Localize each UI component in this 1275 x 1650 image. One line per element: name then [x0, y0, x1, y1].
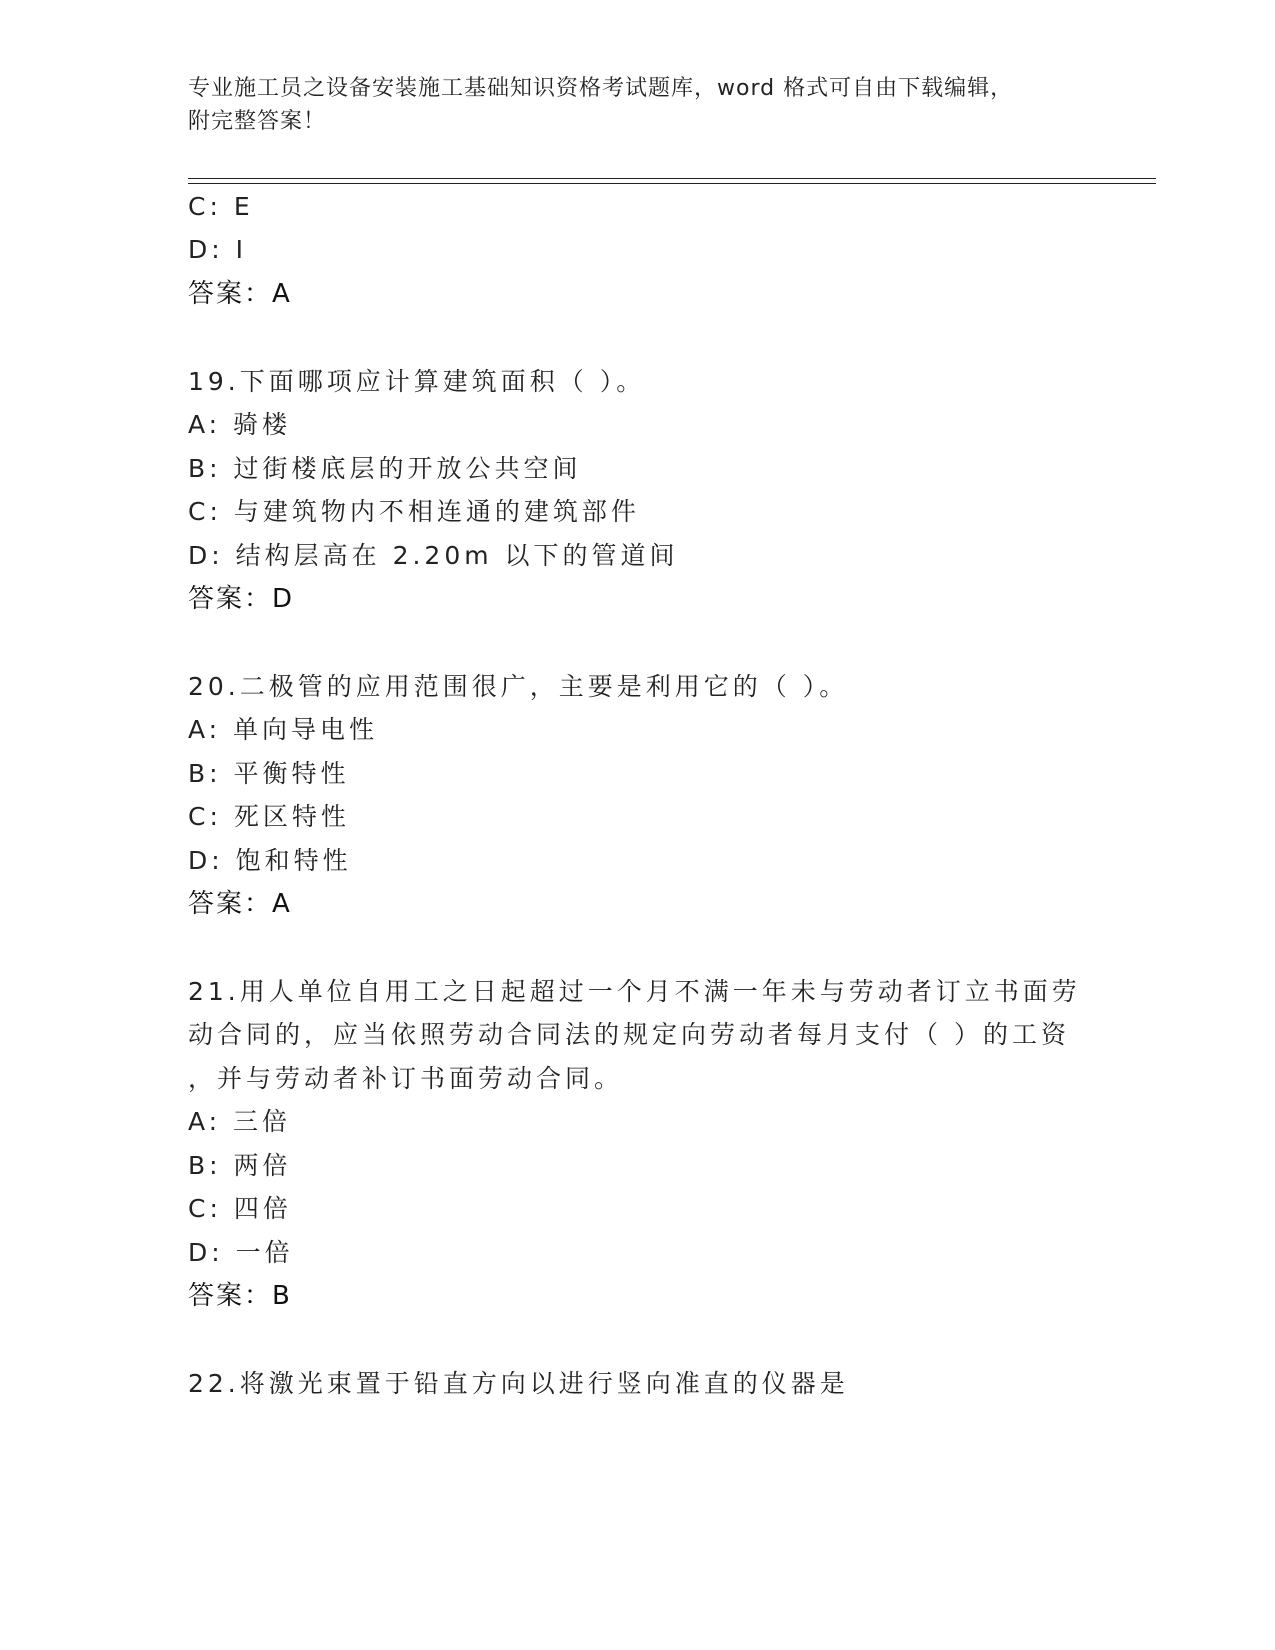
q20-option-a: A: 单向导电性: [188, 715, 379, 744]
q21-option-c: C: 四倍: [188, 1194, 292, 1223]
q21-question-line-1: 21.用人单位自用工之日起超过一个月不满一年未与劳动者订立书面劳: [188, 977, 1081, 1006]
q21-option-d: D: 一倍: [188, 1238, 294, 1267]
q19-answer: 答案：D: [188, 584, 295, 614]
q21-option-b: B: 两倍: [188, 1151, 292, 1180]
q19-option-c: C: 与建筑物内不相连通的建筑部件: [188, 497, 640, 526]
q21-option-a: A: 三倍: [188, 1107, 292, 1136]
q20-question: 20.二极管的应用范围很广，主要是利用它的（ ）。: [188, 672, 849, 701]
q21-question-line-3: ，并与劳动者补订书面劳动合同。: [188, 1064, 624, 1093]
q19-question: 19.下面哪项应计算建筑面积（ ）。: [188, 367, 646, 396]
q19-option-a: A: 骑楼: [188, 410, 292, 439]
q18-answer: 答案：A: [188, 279, 292, 309]
q20-option-d: D: 饱和特性: [188, 846, 352, 875]
q20-option-b: B: 平衡特性: [188, 759, 350, 788]
header-line-1: 专业施工员之设备安装施工基础知识资格考试题库，word 格式可自由下载编辑，: [188, 76, 1014, 101]
q21-question-line-2: 动合同的，应当依照劳动合同法的规定向劳动者每月支付（ ）的工资: [188, 1020, 1070, 1049]
header-line-2: 附完整答案！: [188, 109, 327, 134]
header-divider-bottom: [188, 183, 1156, 184]
q18-option-d: D: I: [188, 235, 247, 264]
q21-answer: 答案：B: [188, 1281, 292, 1311]
q19-option-b: B: 过街楼底层的开放公共空间: [188, 454, 582, 483]
header-divider-top: [188, 178, 1156, 179]
q19-option-d: D: 结构层高在 2.20m 以下的管道间: [188, 541, 679, 570]
q18-option-c: C: E: [188, 192, 254, 221]
document-header: [188, 72, 1088, 138]
q20-answer: 答案：A: [188, 889, 292, 919]
q20-option-c: C: 死区特性: [188, 802, 350, 831]
q22-question: 22.将激光束置于铅直方向以进行竖向准直的仪器是: [188, 1369, 849, 1398]
